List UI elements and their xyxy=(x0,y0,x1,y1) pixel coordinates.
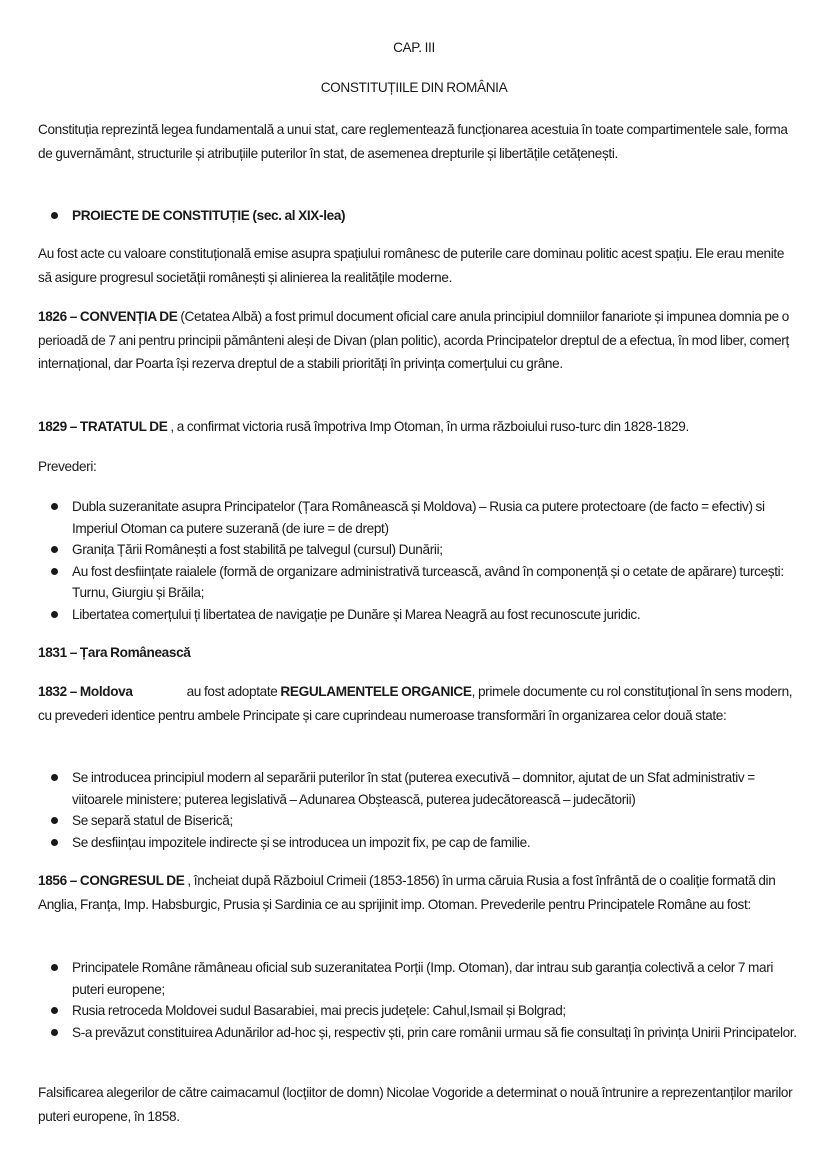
prevederi-1856-list xyxy=(38,957,798,1043)
list-item: Se introducea principiul modern al separării puterilor în stat (puterea executivă – domnitor, ajutat de un Sfat administrativ = viitoarele ministere; puterea legislativă – Adunarea Obștească, puterea judecătorească – judecătorii) xyxy=(38,767,798,810)
prevederi-regulamente-list xyxy=(38,767,798,853)
entry-1826 xyxy=(38,305,798,376)
entry-1832-label: 1832 – Moldova xyxy=(38,684,133,699)
entry-1832-text-after: , primele documente cu rol constituțional în sens modern, cu prevederi identice pentru ambele Principate și care cuprindeau numeroase transformări în organizarea celor două state: xyxy=(38,684,793,723)
entry-1832-text-before: au fost adoptate xyxy=(186,684,281,699)
list-item: Dubla suzeranitate asupra Principatelor (Țara Românească și Moldova) – Rusia ca putere protectoare (de facto = efectiv) si Imperiul Otoman ca putere suzerană (de iure = de drept) xyxy=(38,496,798,539)
list-item: Se separă statul de Biserică; xyxy=(38,810,798,832)
entry-1829-text: , a confirmat victoria rusă împotriva Imp Otoman, în urma războiului ruso-turc din 1828-1829. xyxy=(167,419,689,434)
list-item: S-a prevăzut constituirea Adunărilor ad-hoc și, respectiv ști, prin care românii urmau să fie consultați în privința Unirii Principatelor. xyxy=(38,1022,798,1044)
list-item: Granița Țării Românești a fost stabilită pe talvegul (cursul) Dunării; xyxy=(38,539,798,561)
chapter-label: CAP. III xyxy=(393,40,435,55)
closing-paragraph: Falsificarea alegerilor de către caimacamul (locțiitor de domn) Nicolae Vogoride a determinat o nouă întrunire a reprezentanților marilor puteri europene, în 1858. xyxy=(38,1085,793,1124)
entry-1826-label: 1826 – CONVENȚIA DE xyxy=(38,309,178,324)
bullet-icon xyxy=(51,817,58,824)
entry-1832-highlight: REGULAMENTELE ORGANICE xyxy=(280,684,472,699)
bullet-icon xyxy=(51,1007,58,1014)
section-intro-paragraph: Au fost acte cu valoare constituțională emise asupra spațiului românesc de puterile care dominau politic acest spațiu. Ele erau menite să asigure progresul societății românești și alinierea la realitățile moderne. xyxy=(38,246,785,285)
page-title: CONSTITUȚIILE DIN ROMÂNIA xyxy=(320,80,508,95)
entry-1826-text: (Cetatea Albă) a fost primul document oficial care anula principiul domniilor fanariote și impunea domnia pe o perioadă de 7 ani pentru principii pământeni aleși de Divan (plan politic), acorda Principatelor dreptul de a efectua, în mod liber, comerț internațional, dar Poarta își rezerva dreptul de a stabili priorități în privința comerțului cu grâne. xyxy=(38,309,789,371)
entry-1856-text: , încheiat după Războiul Crimeii (1853-1856) în urma căruia Rusia a fost înfrântă de o coaliție formată din Anglia, Franța, Imp. Habsburgic, Prusia și Sardinia ce au sprijinit imp. Otoman. Prevederile pentru Principatele Române au fost: xyxy=(38,873,776,912)
entry-1832 xyxy=(38,680,798,727)
bullet-icon xyxy=(51,503,58,510)
list-item: Se desființau impozitele indirecte și se introducea un impozit fix, pe cap de familie. xyxy=(38,832,798,854)
section-heading-text: PROIECTE DE CONSTITUȚIE (sec. al XIX-lea) xyxy=(72,208,346,223)
entry-1831-label: 1831 – Țara Românească xyxy=(38,645,191,660)
intro-paragraph: Constituția reprezintă legea fundamentală a unui stat, care reglementează funcționarea acestuia în toate compartimentele sale, forma de guvernământ, structurile și atribuțiile puterilor în stat, de asemenea drepturile și libertățile cetățenești. xyxy=(38,122,788,161)
prevederi-1829-list xyxy=(38,496,798,625)
list-item: Libertatea comerțului ți libertatea de navigație pe Dunăre și Marea Neagră au fost recunoscute juridic. xyxy=(38,604,798,626)
bullet-icon xyxy=(51,774,58,781)
bullet-icon xyxy=(51,611,58,618)
list-item: Rusia retroceda Moldovei sudul Basarabiei, mai precis județele: Cahul,Ismail și Bolgrad; xyxy=(38,1000,798,1022)
entry-1856 xyxy=(38,869,798,916)
entry-1829 xyxy=(38,415,798,439)
bullet-icon xyxy=(51,568,58,575)
prevederi-label: Prevederi: xyxy=(38,459,97,474)
bullet-icon xyxy=(51,964,58,971)
bullet-icon xyxy=(51,546,58,553)
bullet-icon xyxy=(51,1029,58,1036)
entry-1856-label: 1856 – CONGRESUL DE xyxy=(38,873,185,888)
section-heading xyxy=(38,204,798,227)
list-item: Au fost desființate raialele (formă de organizare administrativă turcească, având în componență și o cetate de apărare) turcești: Turnu, Giurgiu și Brăila; xyxy=(38,561,798,604)
bullet-icon xyxy=(51,839,58,846)
bullet-icon xyxy=(51,212,58,219)
entry-1829-label: 1829 – TRATATUL DE xyxy=(38,419,168,434)
list-item: Principatele Române rămâneau oficial sub suzeranitatea Porții (Imp. Otoman), dar intrau sub garanția colectivă a celor 7 mari puteri europene; xyxy=(38,957,798,1000)
